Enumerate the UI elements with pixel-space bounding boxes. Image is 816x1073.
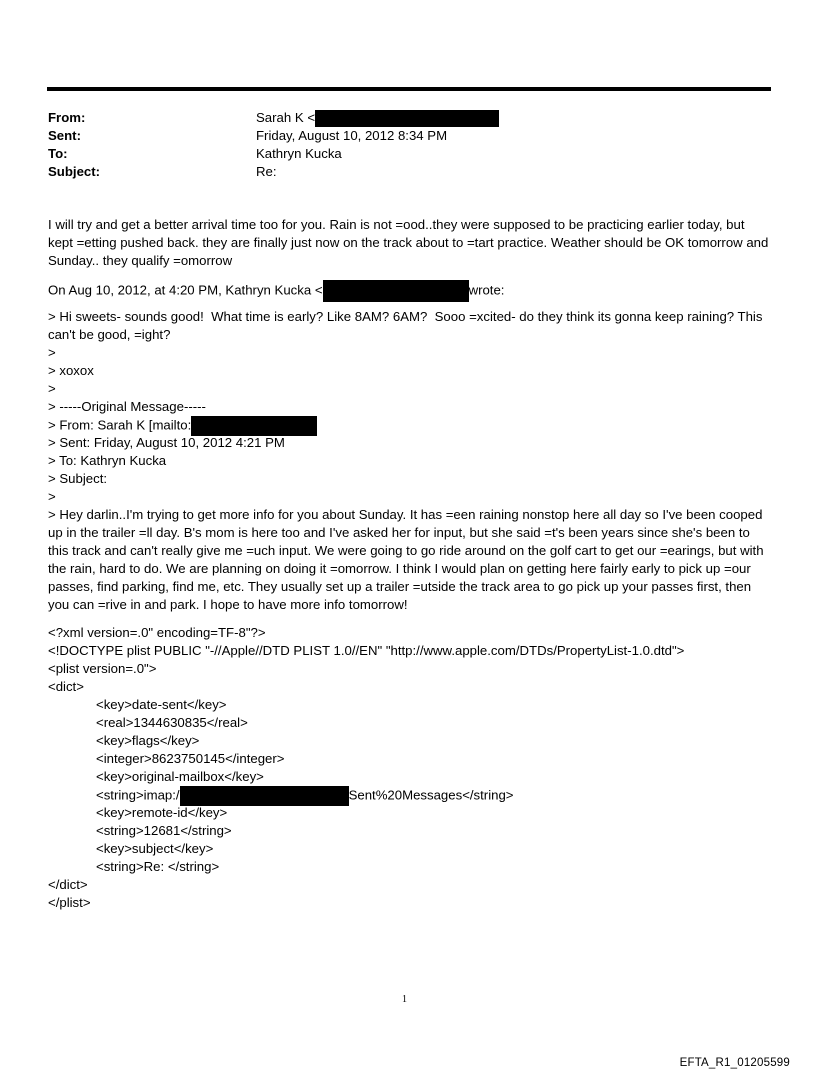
quoted-line: > Sent: Friday, August 10, 2012 4:21 PM xyxy=(48,435,285,450)
plist-line: <plist version=.0"> xyxy=(48,661,157,676)
reply-paragraph: I will try and get a better arrival time too for you. Rain is not =ood..they were supposed to be practicing earlier today, but kept =etting pushed back. they are finally just now on the track about to =tart practice. Weather should be OK tomorrow and Sunday.. they qualify =omorrow xyxy=(48,217,773,268)
attribution-line: On Aug 10, 2012, at 4:20 PM, Kathryn Kucka < wrote: xyxy=(48,280,770,298)
plist-line: <real>1344630835</real> xyxy=(96,715,248,730)
redaction-block xyxy=(315,110,499,127)
plist-line: <key>flags</key> xyxy=(96,733,200,748)
plist-line: </plist> xyxy=(48,895,91,910)
plist-line: <dict> xyxy=(48,679,84,694)
quoted-line: > From: Sarah K [mailto: xyxy=(48,416,770,434)
quoted-line: > xyxy=(48,381,56,396)
from-value: Sarah K < xyxy=(256,110,316,125)
subject-value: Re: xyxy=(256,164,277,179)
redaction-block xyxy=(180,786,349,806)
quoted-line: > Subject: xyxy=(48,471,108,486)
to-label: To: xyxy=(48,146,68,161)
email-body xyxy=(48,216,773,912)
plist-line: <?xml version=.0" encoding=TF-8"?> xyxy=(48,625,266,640)
subject-row xyxy=(48,163,499,181)
plist-line: <key>subject</key> xyxy=(96,841,214,856)
redaction-block xyxy=(323,280,469,302)
plist-line: </dict> xyxy=(48,877,88,892)
plist-line: <integer>8623750145</integer> xyxy=(96,751,285,766)
quoted-line: > xyxy=(48,489,56,504)
quoted-line: > -----Original Message----- xyxy=(48,399,206,414)
sent-label: Sent: xyxy=(48,128,81,143)
plist-line: <!DOCTYPE plist PUBLIC "-//Apple//DTD PLIST 1.0//EN" "http://www.apple.com/DTDs/PropertyList-1.0.dtd"> xyxy=(48,643,685,658)
plist-line: <key>original-mailbox</key> xyxy=(96,769,264,784)
plist-line: <string>12681</string> xyxy=(96,823,232,838)
quoted-line: > To: Kathryn Kucka xyxy=(48,453,167,468)
subject-label: Subject: xyxy=(48,164,101,179)
quoted-line: > xyxy=(48,345,56,360)
plist-line: <key>remote-id</key> xyxy=(96,805,228,820)
document-id: EFTA_R1_01205599 xyxy=(679,1057,790,1069)
quoted-paragraph: > Hey darlin..I'm trying to get more info for you about Sunday. It has =een raining nonstop here all day so I've been cooped up in the trailer =ll day. B's mom is here too and I've asked her for input, but she said =t's been years since she's been to this track and can't really give me =uch input. We were going to go ride around on the golf cart to get our =earings, but with the rain, hard to do. We are planning on doing it =omorrow. I think I would plan on getting here fairly early to pick up =our passes, find parking, find me, etc. They usually set up a trailer =utside the track area to go pick up your passes first, then you can =rive in and park. I hope to have more info tomorrow! xyxy=(48,507,768,612)
sent-value: Friday, August 10, 2012 8:34 PM xyxy=(256,128,448,143)
sent-row xyxy=(48,127,499,145)
page-number: 1 xyxy=(402,994,407,1005)
from-label: From: xyxy=(48,110,86,125)
redaction-block xyxy=(191,416,317,436)
to-value: Kathryn Kucka xyxy=(256,146,342,161)
quoted-line: > xoxox xyxy=(48,363,94,378)
email-header xyxy=(48,109,499,181)
to-row xyxy=(48,145,499,163)
quoted-paragraph: > Hi sweets- sounds good! What time is early? Like 8AM? 6AM? Sooo =xcited- do they think its gonna keep raining? This can't be good, =ight? xyxy=(48,309,767,342)
plist-line: <string>imap:/ Sent%20Messages</string> xyxy=(48,786,770,804)
plist-line: <string>Re: </string> xyxy=(96,859,220,874)
from-row xyxy=(48,109,499,127)
plist-line: <key>date-sent</key> xyxy=(96,697,227,712)
top-rule xyxy=(47,87,771,91)
